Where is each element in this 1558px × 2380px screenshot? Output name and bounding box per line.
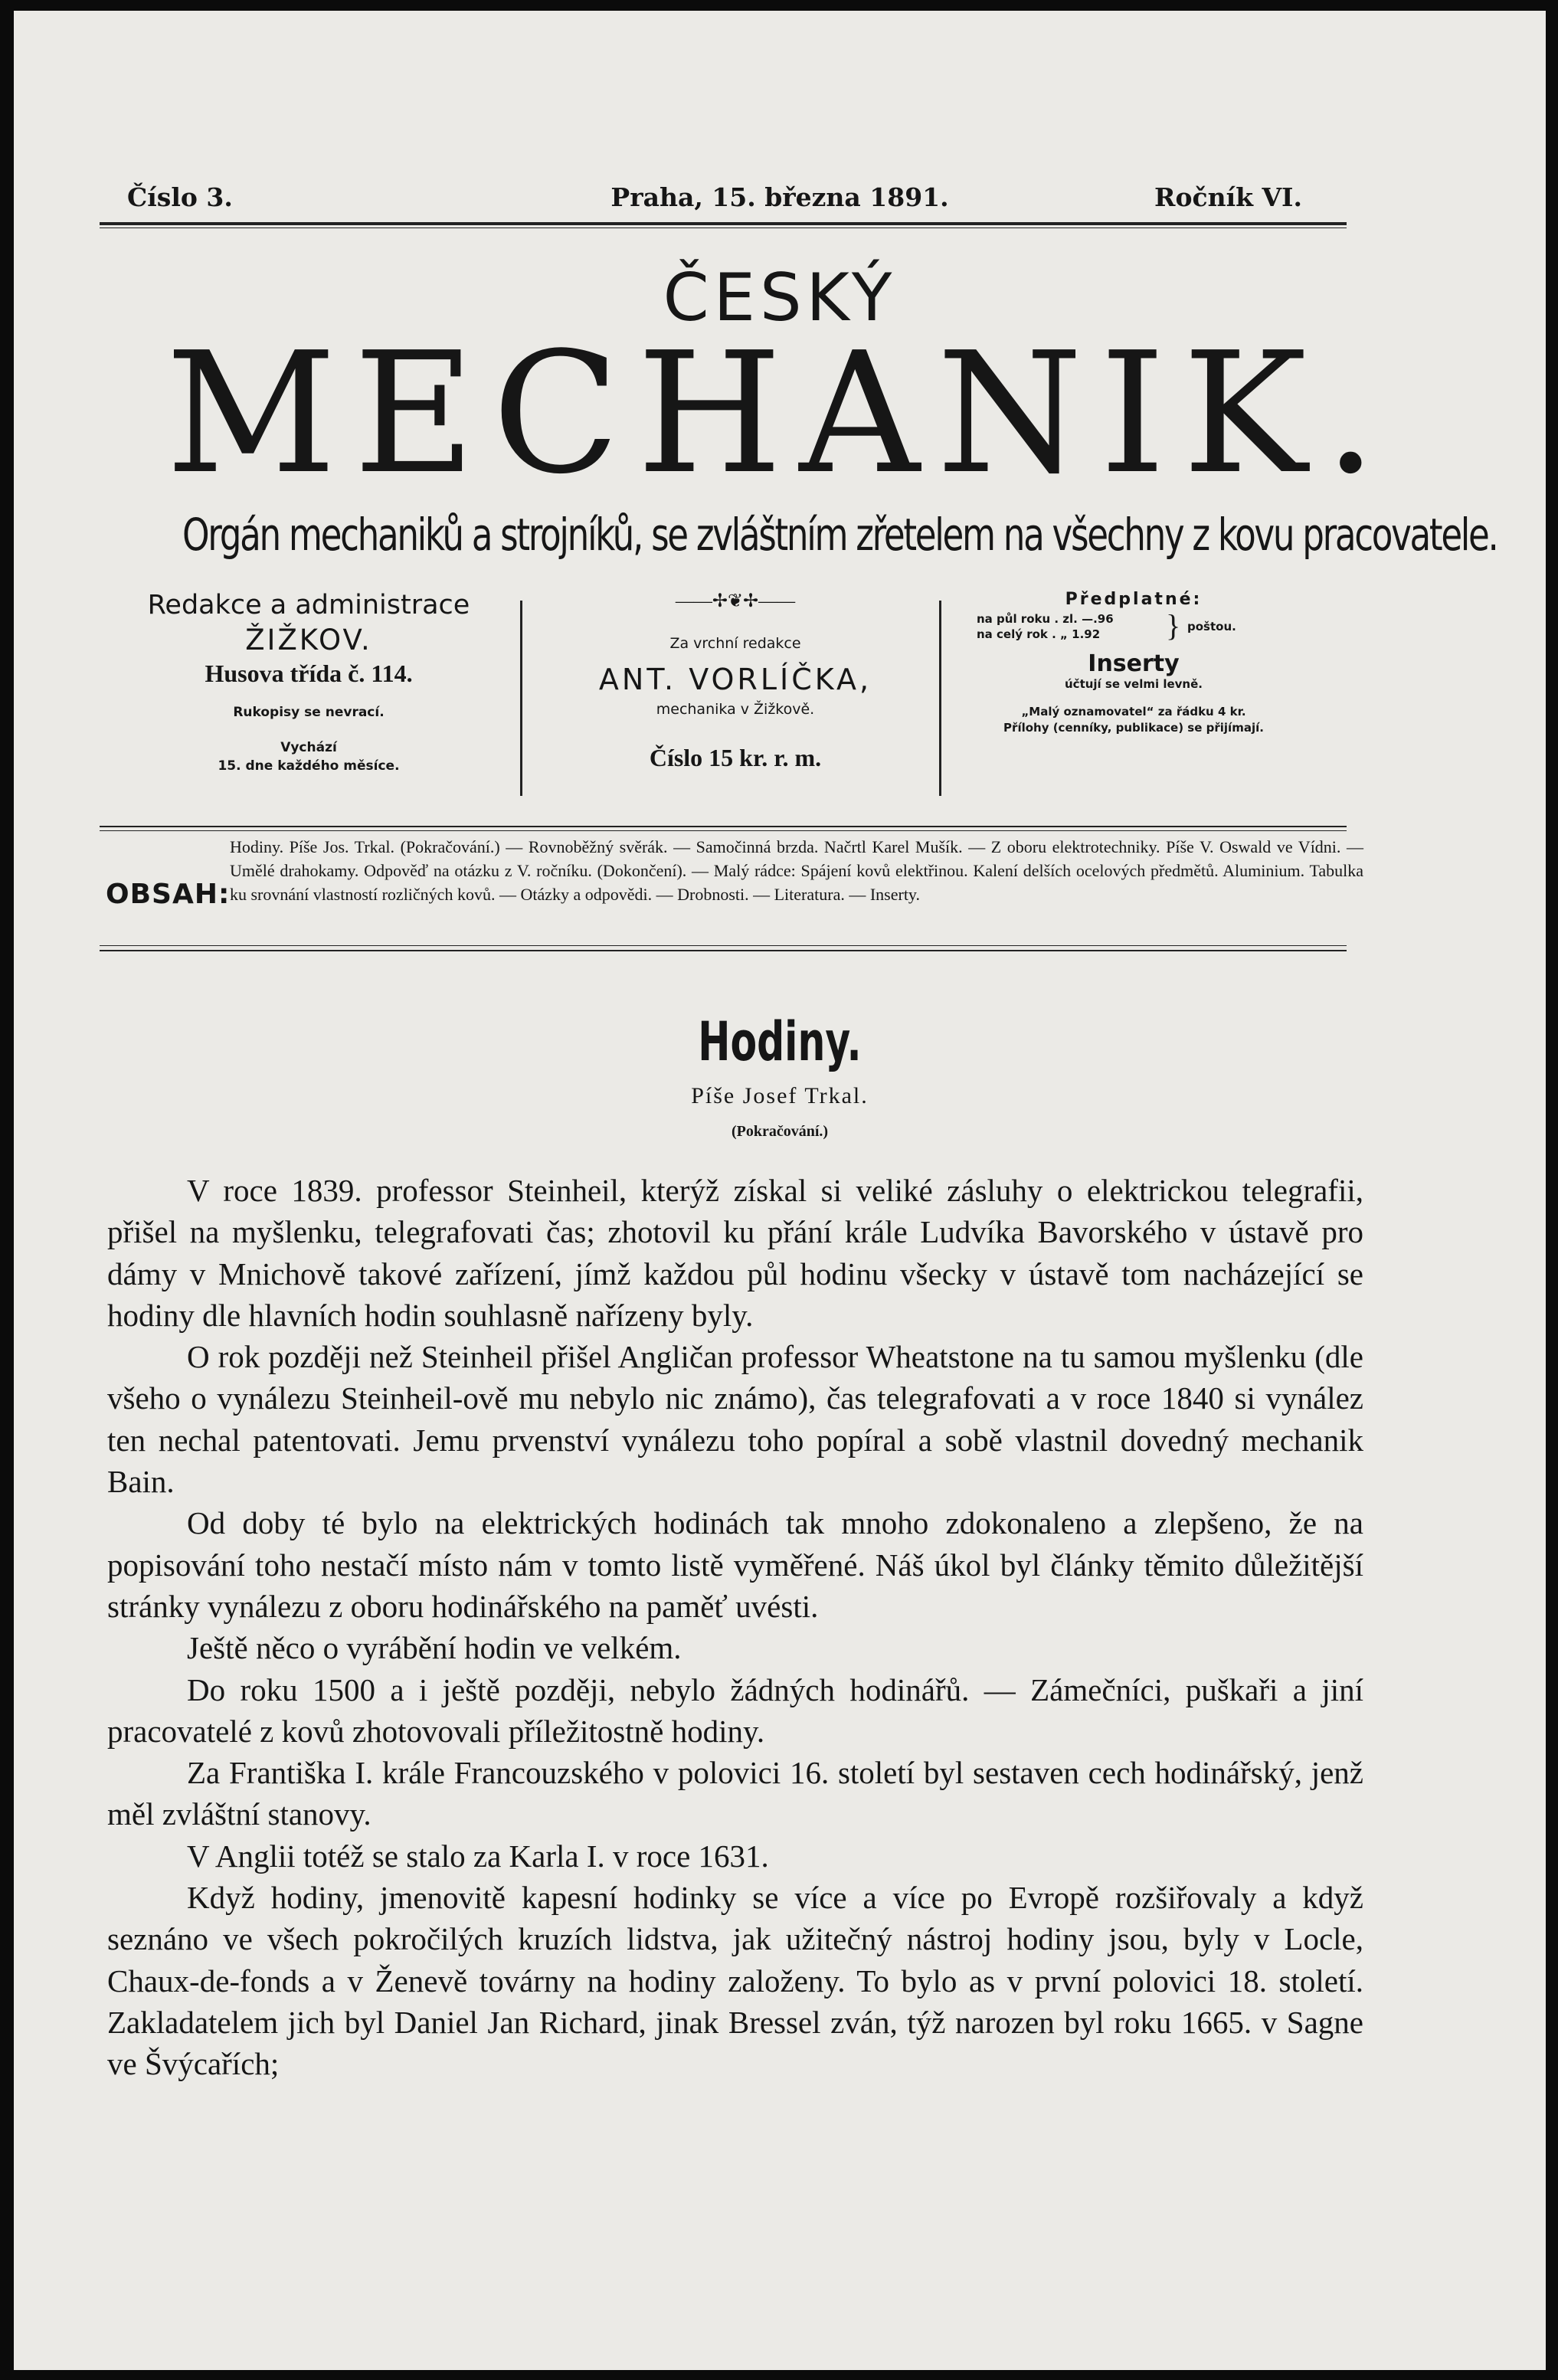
column-divider — [520, 601, 522, 796]
info-center — [529, 590, 942, 772]
place-date: Praha, 15. března 1891. — [610, 182, 949, 212]
article-continuation: (Pokračování.) — [731, 1123, 829, 1140]
editorial-office: Redakce a administrace — [147, 590, 470, 620]
subscription-prices — [950, 608, 1317, 647]
contents-label: OBSAH: — [106, 879, 231, 910]
paragraph: Od doby té bylo na elektrických hodinách tak mnoho zdokonaleno a zlepšeno, že na popisování toho nestačí místo nám v tomto listě vyměřené. Náš úkol byl články těmito důležitější stránky vynálezu z oboru hodinářského na paměť uvésti. — [107, 1505, 1363, 1624]
editor-label: Za vrchní redakce — [669, 635, 801, 652]
publication-label: Vychází — [280, 740, 337, 755]
masthead-title: MECHANIK. — [165, 317, 1394, 511]
paragraph: Do roku 1500 a i ještě později, nebylo žádných hodinářů. — Zámečníci, puškaři a jiní pracovatelé z kovů zhotovovali příležitostně hodiny. — [107, 1671, 1363, 1749]
contents-rule-bottom — [100, 950, 1347, 951]
ornament: ——✢❦✢—— — [675, 591, 796, 611]
postal-note: poštou. — [1187, 620, 1236, 633]
price-half-year: na půl roku . zl. —.96 — [977, 612, 1114, 626]
editor-title: mechanika v Žižkově. — [656, 701, 815, 718]
issue-price: Číslo 15 kr. r. m. — [649, 744, 822, 771]
inserts-pricing: účtují se velmi levně. — [1065, 677, 1203, 691]
column-divider — [939, 601, 941, 796]
masthead-subtitle: Orgán mechaniků a strojníků, se zvláštním zřetelem na všechny z kovu pracovatele. — [182, 509, 1497, 561]
newspaper-page — [14, 11, 1546, 2370]
contents-rule-bottom-thin — [100, 945, 1347, 946]
inserts-heading: Inserty — [1088, 650, 1180, 677]
subscription-heading: Předplatné: — [1065, 590, 1203, 609]
paragraph: O rok později než Steinheil přišel Angličan professor Wheatstone na tu samou myšlenku (dle všeho o vynálezu Steinheil-ově mu nebylo nic známo), čas telegrafovati a v roce 1840 si vynález ten nechal patentovati. Jemu prvenství vynálezu toho popíral a sobě vlastnil dovedný mechanik Bain. — [107, 1339, 1363, 1500]
volume-number: Ročník VI. — [1154, 182, 1302, 212]
contents-text: Hodiny. Píše Jos. Trkal. (Pokračování.) — Rovnoběžný svěrák. — Samočinná brzda. Načrtl Karel Mušík. — Z oboru elektrotechniky. Píše V. Oswald ve Vídni. — Umělé drahokamy. Odpověď na otázku z V. ročníku. (Dokončení). — Malý rádce: Spájení kovů elektřinou. Kalení delších ocelových předmětů. Aluminium. Tabulka ku srovnání vlastností rozličných kovů. — Otázky a odpovědi. — Drobnosti. — Literatura. — Inserty. — [230, 837, 1363, 904]
paragraph: Za Františka I. krále Francouzského v polovici 16. století byl sestaven cech hodinářský, jenž měl zvláštní stanovy. — [107, 1755, 1363, 1832]
manuscripts-note: Rukopisy se nevrací. — [233, 705, 385, 720]
masthead-title-small: ČESKÝ — [663, 260, 897, 336]
editor-name: ANT. VORLÍČKA, — [598, 663, 872, 696]
article-body — [107, 1170, 1363, 2085]
paragraph: Když hodiny, jmenovitě kapesní hodinky se více a více po Evropě rozšiřovaly a když seznáno ve všech pokročilých kruzích lidstva, jak užitečný nástroj hodiny jsou, byly v Locle, Chaux-de-fonds a v Ženevě továrny na hodiny založeny. To bylo as v první polovici 18. století. Zakladatelem jich byl Daniel Jan Richard, jinak Bressel zván, týž narozen byl roku 1665. v Sagne ve Švýcařích; — [107, 1880, 1363, 2082]
header-rule — [100, 222, 1347, 225]
office-town: ŽIŽKOV. — [245, 624, 372, 656]
contents-rule-top-thin — [100, 830, 1347, 831]
info-left — [98, 590, 519, 774]
price-full-year: na celý rok . „ 1.92 — [977, 627, 1101, 641]
paragraph: V roce 1839. professor Steinheil, kterýž získal si veliké zásluhy o elektrickou telegrafii, přišel na myšlenku, telegrafovati čas; zhotovil ku přání krále Ludvíka Bavorského v ústavě pro dámy v Mnichově takové zařízení, jímž každou půl hodinu všecky v ústavě tom nacházející se hodiny dle hlavních hodin souhlasně nařízeny byly. — [107, 1173, 1363, 1333]
article-title: Hodiny. — [698, 1010, 862, 1073]
attachments-note: Přílohy (cenníky, publikace) se přijímají. — [1003, 721, 1264, 735]
brace: } — [1166, 608, 1181, 643]
article-author: Píše Josef Trkal. — [691, 1083, 869, 1108]
paragraph: Ještě něco o vyrábění hodin ve velkém. — [187, 1630, 682, 1666]
contents-rule-top — [100, 826, 1347, 827]
info-right — [950, 590, 1317, 735]
office-address: Husova třída č. 114. — [205, 660, 413, 687]
paragraph: V Anglii totéž se stalo za Karla I. v roce 1631. — [187, 1838, 769, 1874]
small-ad-pricing: „Malý oznamovatel“ za řádku 4 kr. — [1021, 705, 1246, 719]
publication-schedule: 15. dne každého měsíce. — [218, 758, 400, 774]
issue-number: Číslo 3. — [127, 182, 233, 212]
